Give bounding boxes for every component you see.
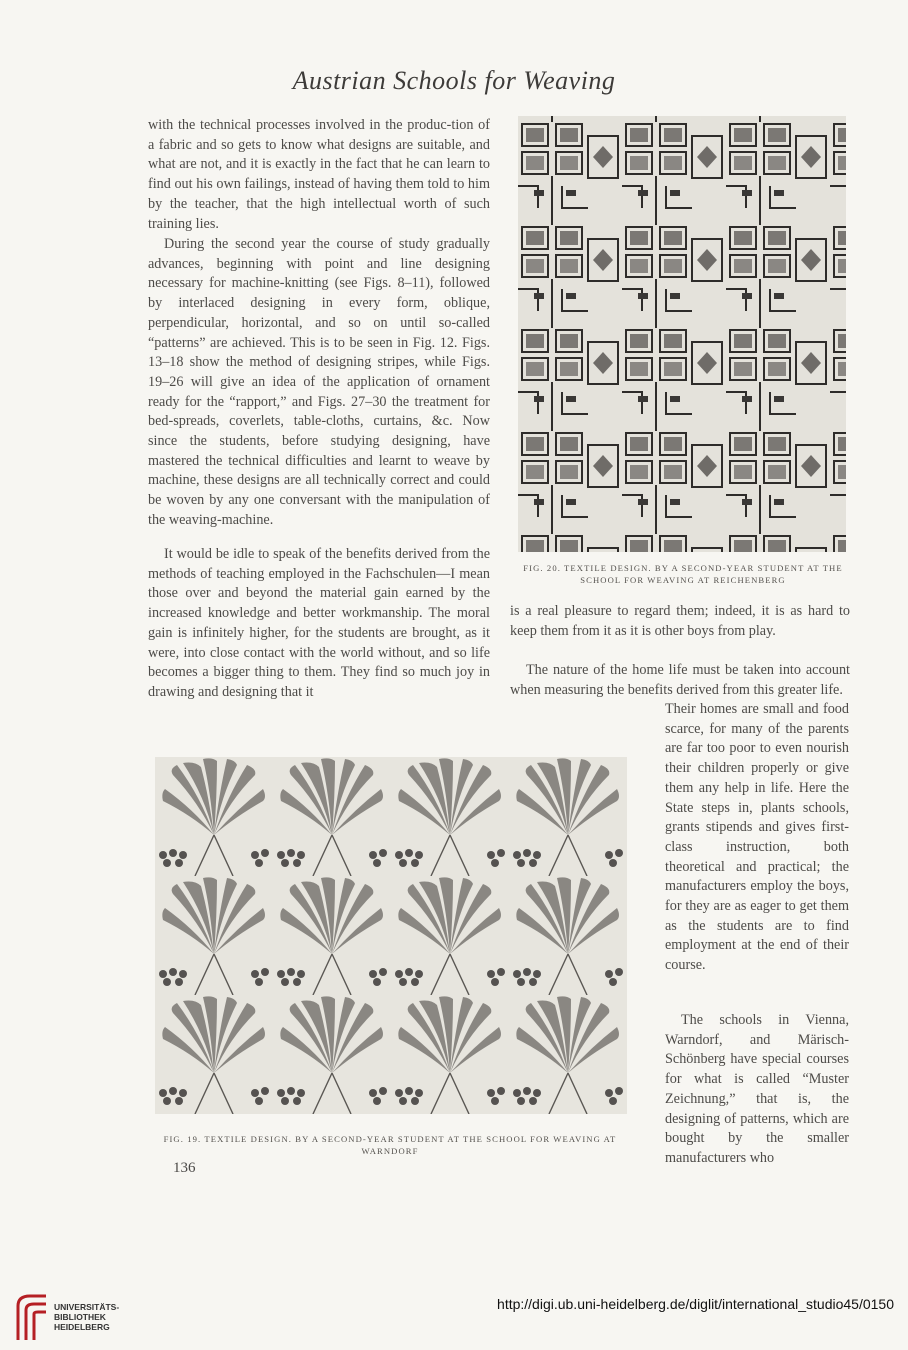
page-number: 136 xyxy=(173,1160,196,1176)
paragraph-6: The schools in Vienna, Warndorf, and Märisch-Schönberg have special courses for what is called “Muster Zeichnung,” that is, the designing of patterns, which are bought by the smaller manufacturers who xyxy=(665,1012,849,1166)
source-url-link[interactable]: http://digi.ub.uni-heidelberg.de/diglit/international_studio45/0150 xyxy=(497,1296,894,1312)
paragraph-2: During the second year the course of study gradually advances, beginning with point and line designing necessary for machine-knitting (see Figs. 8–11), followed by interlaced designing in every form, oblique, perpendicular, horizontal, and so on until so-called “patterns” are achieved. This is to be seen in Fig. 12. Figs. 13–18 show the method of designing stripes, while Figs. 19–26 will give an idea of the application of ornament ready for the “rapport,” and Figs. 27–30 the treatment for bed-spreads, coverlets, table-cloths, curtains, &c. Now since the students, before studying designing, have mastered the technical difficulties and learnt to weave by machine, these designs are all technically correct and could be woven by any one conversant with the manipulation of the weaving-machine. xyxy=(148,236,490,528)
paragraph-4: is a real pleasure to regard them; indeed, it is as hard to keep them from it as it is other boys from play. xyxy=(510,603,850,639)
logo-line-3: HEIDELBERG xyxy=(54,1322,110,1332)
paragraph-1: with the technical processes involved in the produc-tion of a fabric and so gets to know what designs are suitable, and what are not, and it is exactly in the fact that he can learn to find out his own failings, instead of having them told to him by the teacher, that the high intellectual worth of such training lies. xyxy=(148,117,490,232)
figure-20-textile-design xyxy=(518,116,846,552)
paragraph-5: The nature of the home life must be taken into account when measuring the benefits derived from this greater life. xyxy=(510,662,850,698)
library-logo-text xyxy=(54,1302,119,1332)
paragraph-3: It would be idle to speak of the benefits derived from the methods of teaching employed in the Fachschulen—I mean those over and beyond the material gain earned by the increased knowledge and better workmanship. The moral gain is infinitely higher, for the students are brought, as it were, into close contact with the world without, and so life becomes a bigger thing to them. They find so much joy in drawing and designing that it xyxy=(148,546,490,700)
figure-19-textile-design xyxy=(155,757,627,1114)
running-title: Austrian Schools for Weaving xyxy=(292,66,616,95)
paragraph-5-continued: Their homes are small and food scarce, for many of the parents are far too poor to even nourish their children properly or give them any help in life. Here the State steps in, plants schools, grants stipends and gives first-class instruction, both theoretical and practical; the manufacturers employ the boys, for they are as eager to get them as the students are to find employment at the end of their course. xyxy=(665,701,849,974)
figure-19-caption: FIG. 19. TEXTILE DESIGN. BY A SECOND-YEAR STUDENT AT THE SCHOOL FOR WEAVING AT WARNDORF xyxy=(163,1134,617,1156)
logo-line-2: BIBLIOTHEK xyxy=(54,1312,106,1322)
figure-20-caption: FIG. 20. TEXTILE DESIGN. BY A SECOND-YEAR STUDENT AT THE SCHOOL FOR WEAVING AT REICHENBERG xyxy=(523,563,843,585)
fig19-pattern xyxy=(155,757,627,1114)
fig20-pattern xyxy=(518,116,846,552)
logo-line-1: UNIVERSITÄTS- xyxy=(54,1302,120,1312)
